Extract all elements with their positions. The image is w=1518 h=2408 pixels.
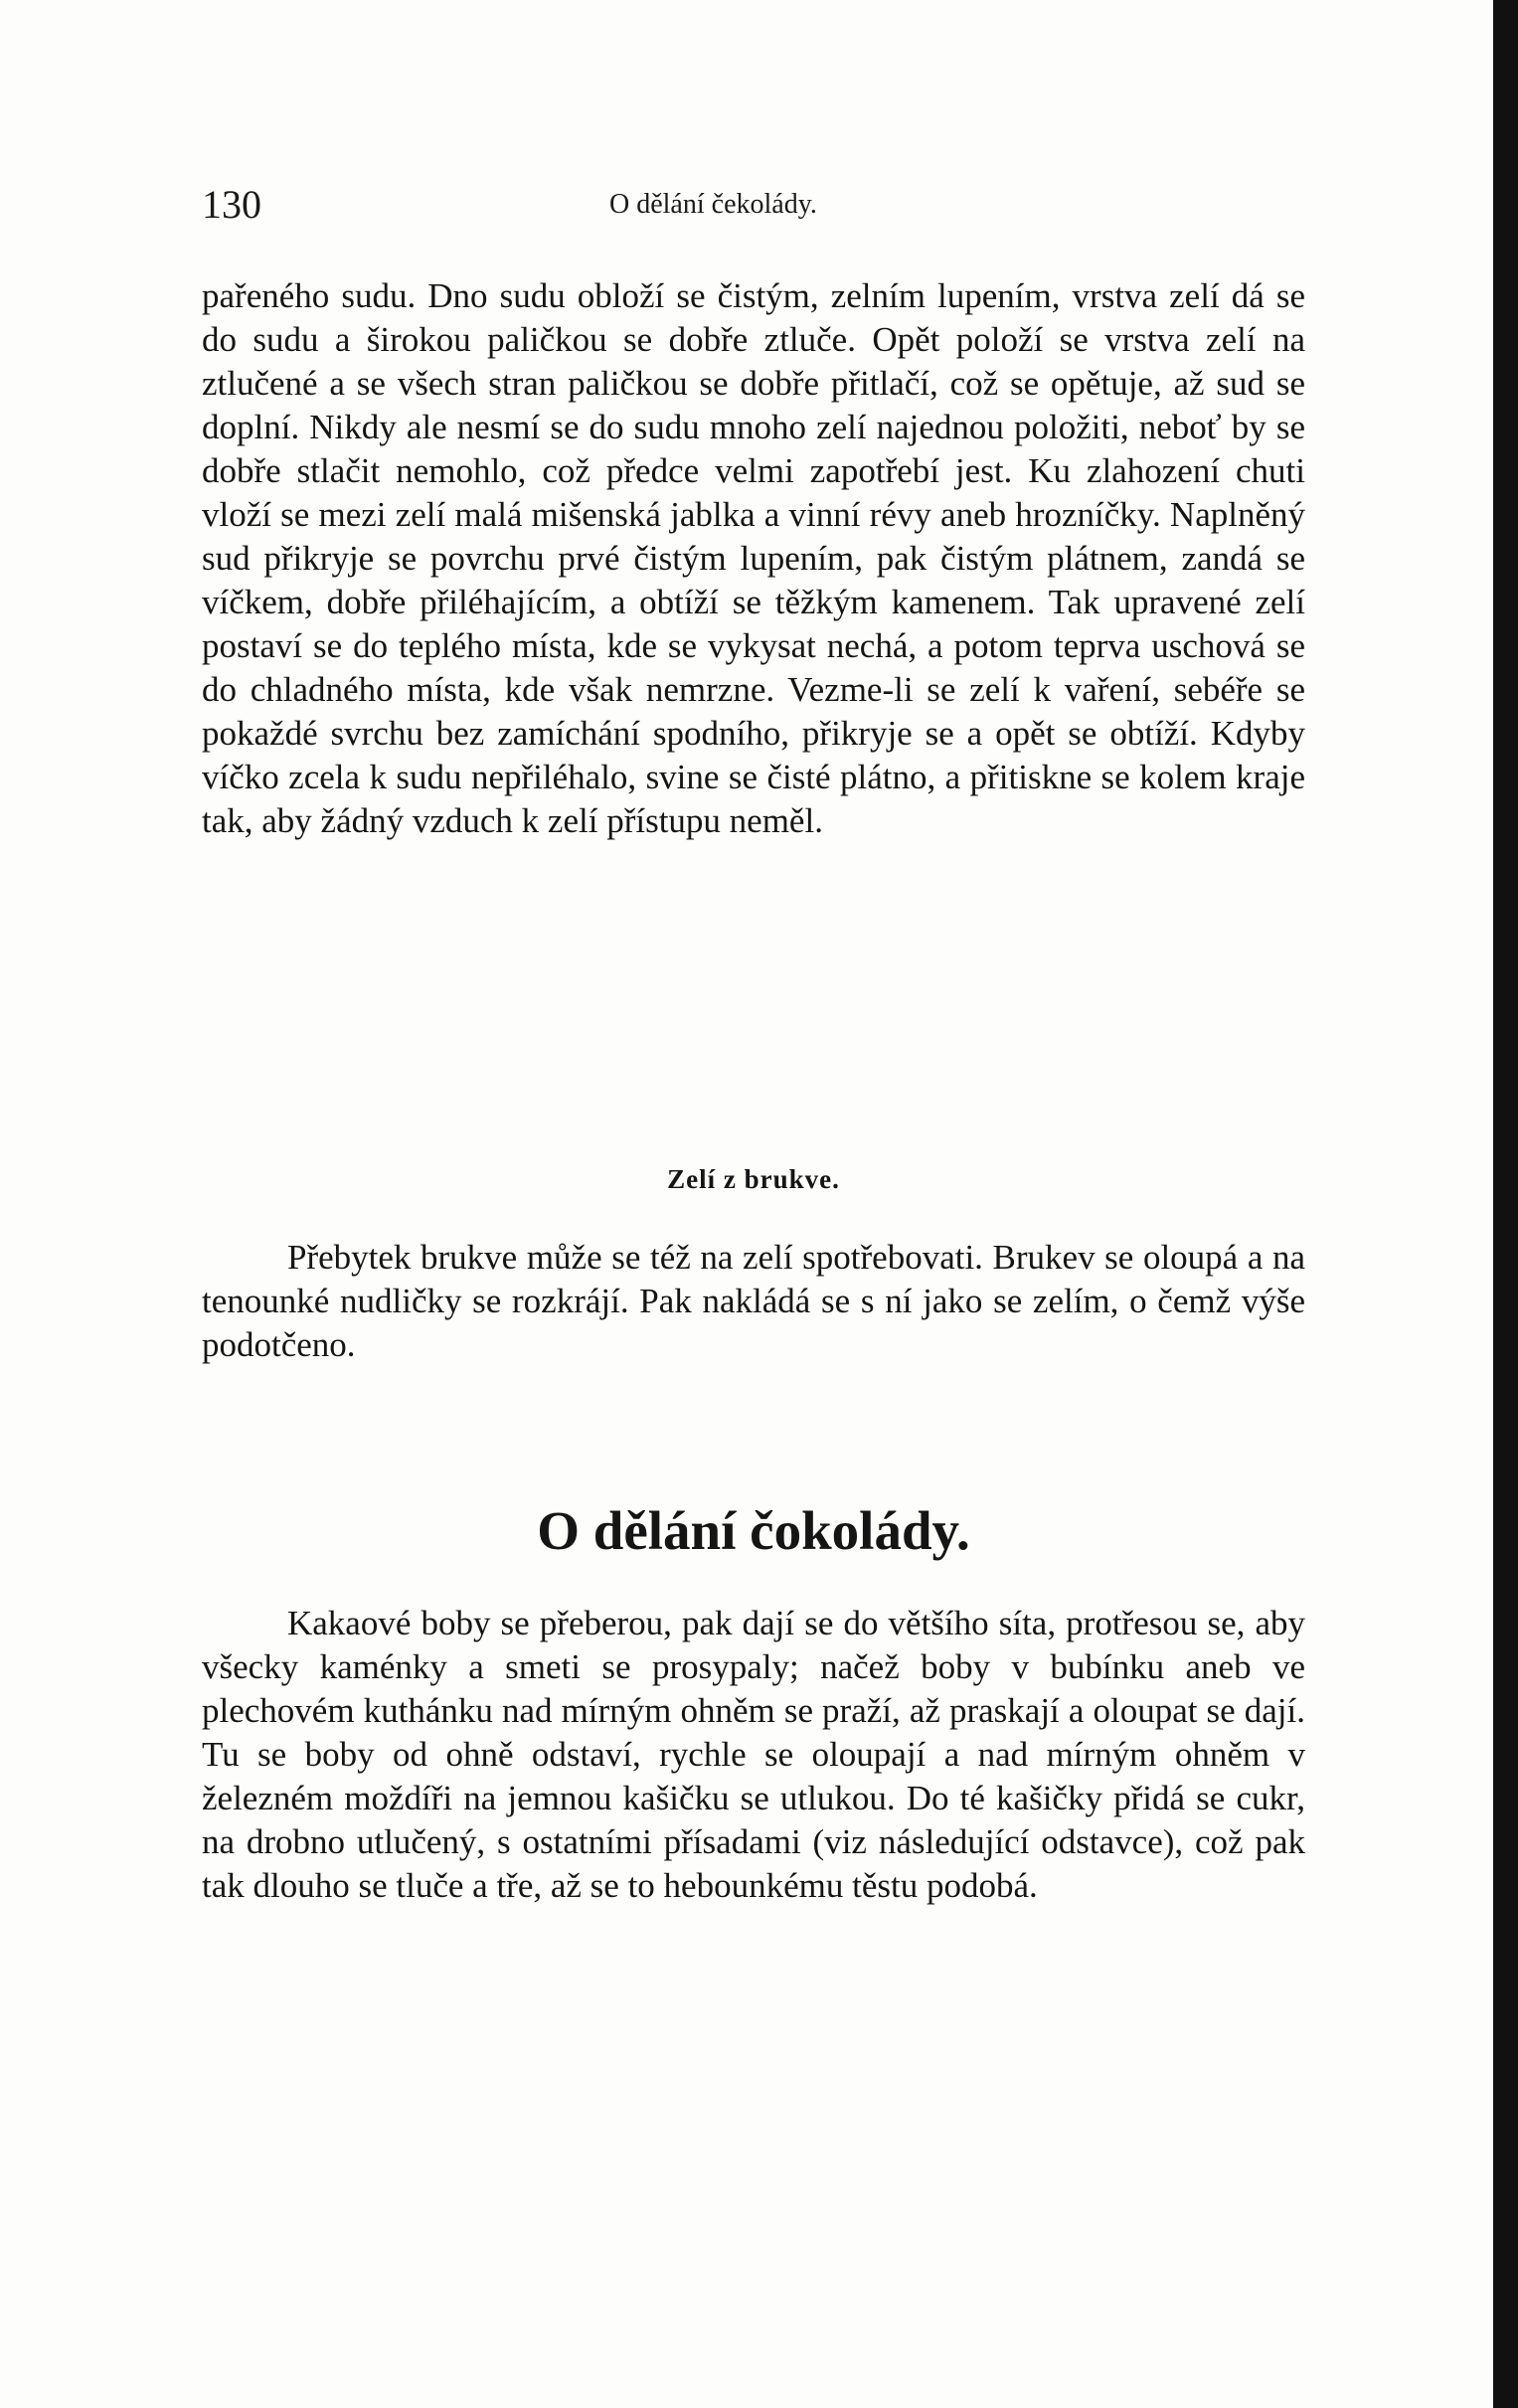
paragraph-chocolate: Kakaové boby se přeberou, pak dají se do většího síta, protřesou se, aby všecky kaménky a smeti se prosypaly; načež boby v bubínku aneb ve plechovém kuthánku nad mírným ohněm se praží, až praskají a oloupat se dají. Tu se boby od ohně odstaví, rychle se oloupají a nad mírným ohněm v železném moždíři na jemnou kašičku se utlukou. Do té kašičky přidá se cukr, na drobno utlučený, s ostatními přísadami (viz následující odstavce), což pak tak dlouho se tluče a tře, až se to hebounkému těstu podobá. — [202, 1604, 1305, 1905]
running-head — [202, 181, 1305, 237]
page-number: 130 — [202, 182, 261, 227]
scan-border — [1493, 0, 1518, 2408]
running-title: O dělání čekolády. — [609, 189, 817, 220]
section-heading-chocolate: O dělání čokolády. — [537, 1500, 970, 1561]
subheading-kohlrabi: Zelí z brukve. — [667, 1164, 840, 1194]
paragraph-kohlrabi: Přebytek brukve může se též na zelí spotřebovati. Brukev se oloupá a na tenounké nudličky se rozkrájí. Pak nakládá se s ní jako se zelím, o čemž výše podotčeno. — [202, 1238, 1305, 1364]
paragraph-sauerkraut: pařeného sudu. Dno sudu obloží se čistým, zelním lupením, vrstva zelí dá se do sudu a širokou paličkou se dobře ztluče. Opět položí se vrstva zelí na ztlučené a se všech stran paličkou se dobře přitlačí, což se opětuje, až sud se doplní. Nikdy ale nesmí se do sudu mnoho zelí najednou položiti, neboť by se dobře stlačit nemohlo, což předce velmi zapotřebí jest. Ku zlahození chuti vloží se mezi zelí malá mišenská jablka a vinní révy aneb hrozníčky. Naplněný sud přikryje se povrchu prvé čistým lupením, pak čistým plátnem, zandá se víčkem, dobře přiléhajícím, a obtíží se těžkým kamenem. Tak upravené zelí postaví se do teplého místa, kde se vykysat nechá, a potom teprva uschová se do chladného místa, kde však nemrzne. Vezme-li se zelí k vaření, sebéře se pokaždé svrchu bez zamíchání spodního, přikryje se a opět se obtíží. Kdyby víčko zcela k sudu nepřiléhalo, svine se čisté plátno, a přitiskne se kolem kraje tak, aby žádný vzduch k zelí přístupu neměl. — [202, 276, 1305, 840]
